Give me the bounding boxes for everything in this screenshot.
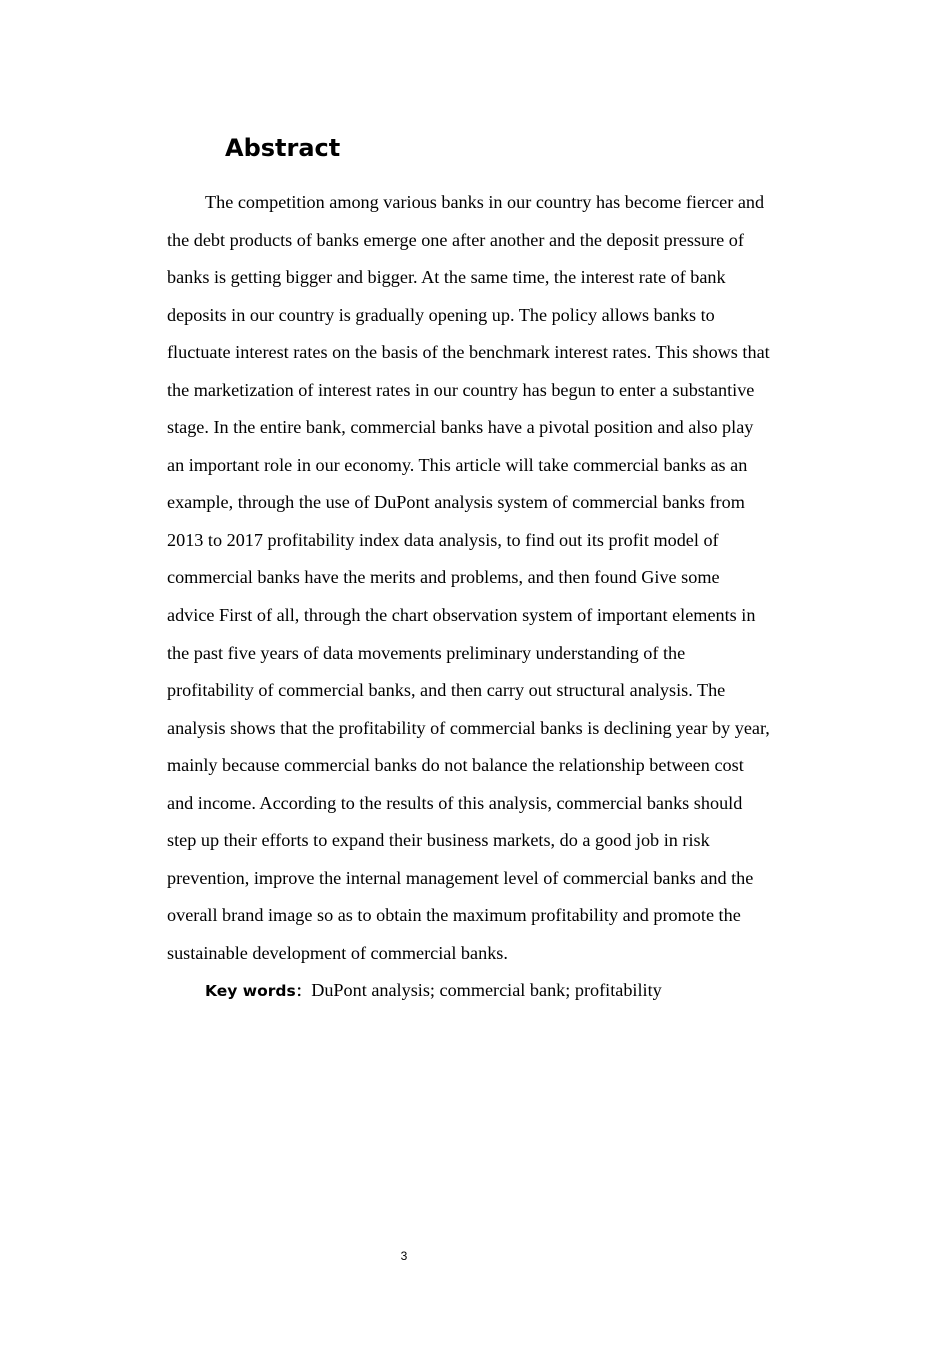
abstract-line: stage. In the entire bank, commercial banks have a pivotal position and also play xyxy=(167,417,754,438)
abstract-line: the past five years of data movements preliminary understanding of the xyxy=(167,642,686,663)
keywords-label: Key words： xyxy=(205,982,312,1000)
keywords-paragraph xyxy=(205,972,662,1010)
abstract-line: sustainable development of commercial banks. xyxy=(167,942,508,963)
abstract-line: example, through the use of DuPont analysis system of commercial banks from xyxy=(167,492,745,513)
abstract-line: 2013 to 2017 profitability index data analysis, to find out its profit model of xyxy=(167,529,719,550)
abstract-line: step up their efforts to expand their business markets, do a good job in risk xyxy=(167,830,710,851)
abstract-line: commercial banks have the merits and problems, and then found Give some xyxy=(167,567,720,588)
abstract-line: the debt products of banks emerge one after another and the deposit pressure of xyxy=(167,229,744,250)
abstract-body xyxy=(167,184,817,972)
abstract-line: fluctuate interest rates on the basis of the benchmark interest rates. This shows that xyxy=(167,342,770,363)
abstract-line: mainly because commercial banks do not balance the relationship between cost xyxy=(167,755,744,776)
keywords-text: DuPont analysis; commercial bank; profitability xyxy=(311,980,662,1000)
abstract-line: profitability of commercial banks, and then carry out structural analysis. The xyxy=(167,680,726,701)
abstract-line: prevention, improve the internal management level of commercial banks and the xyxy=(167,867,754,888)
abstract-heading: Abstract xyxy=(225,134,341,162)
abstract-line: deposits in our country is gradually opening up. The policy allows banks to xyxy=(167,304,715,325)
abstract-line: analysis shows that the profitability of commercial banks is declining year by year, xyxy=(167,717,770,738)
abstract-line: an important role in our economy. This article will take commercial banks as an xyxy=(167,454,748,475)
abstract-line: The competition among various banks in our country has become fiercer and xyxy=(205,192,765,212)
abstract-line: advice First of all, through the chart observation system of important elements in xyxy=(167,605,756,626)
abstract-line: the marketization of interest rates in our country has begun to enter a substantive xyxy=(167,379,755,400)
abstract-line: overall brand image so as to obtain the maximum profitability and promote the xyxy=(167,905,741,926)
page-number: 3 xyxy=(400,1249,408,1263)
abstract-line: and income. According to the results of this analysis, commercial banks should xyxy=(167,792,743,813)
abstract-line: banks is getting bigger and bigger. At the same time, the interest rate of bank xyxy=(167,267,726,288)
